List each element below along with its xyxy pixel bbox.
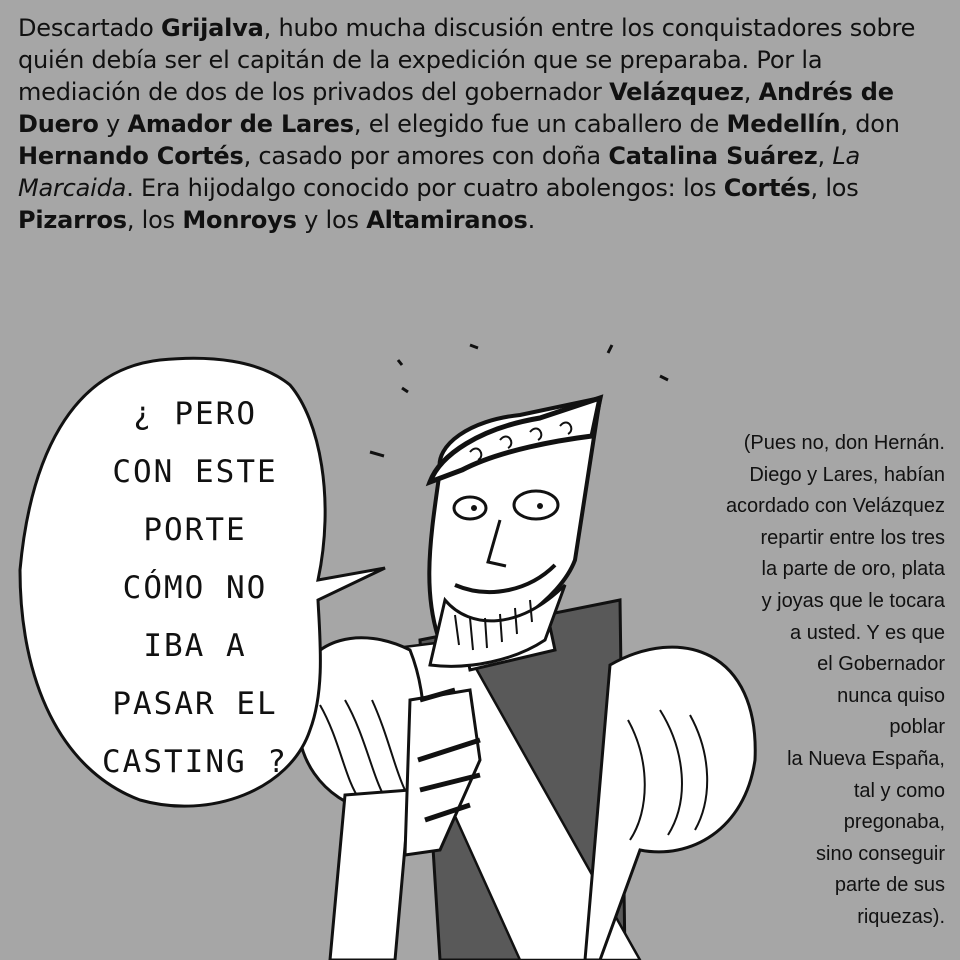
narration-segment: , los	[126, 206, 183, 234]
left-arm	[330, 790, 410, 960]
narration-segment: ,	[743, 78, 759, 106]
aside-line: nunca quiso	[837, 684, 945, 707]
aside-line: a usted. Y es que	[790, 621, 945, 644]
speech-line: CASTING ?	[102, 744, 288, 780]
aside-line: la Nueva España,	[787, 747, 945, 770]
aside-line: riquezas).	[857, 905, 945, 928]
name-medellin: Medellín	[726, 110, 841, 138]
aside-line: poblar	[889, 716, 945, 739]
narration-segment: , hubo mucha discusión entre los conquistadores sobre quién debía ser el capitán de la expedición que se preparaba. Por la mediación de dos de los privados del gobernador	[18, 14, 916, 106]
aside-line: sino conseguir	[816, 842, 945, 865]
name-grijalva: Grijalva	[160, 14, 264, 42]
name-amador-de-lares: Amador de Lares	[127, 110, 354, 138]
narration-segment: ,	[817, 142, 833, 170]
speech-line: ¿ PERO	[133, 396, 257, 432]
speech-line: PORTE	[143, 512, 247, 548]
aside-line: la parte de oro, plata	[761, 558, 945, 581]
aside-line: el Gobernador	[817, 653, 945, 676]
narration-segment: .	[527, 206, 536, 234]
name-pizarros: Pizarros	[18, 206, 127, 234]
name-cortes: Cortés	[723, 174, 811, 202]
right-eye	[514, 491, 558, 519]
speech-line: PASAR EL	[112, 686, 278, 722]
narration-segment: . Era hijodalgo conocido por cuatro abolengos: los	[126, 174, 724, 202]
name-catalina-suarez: Catalina Suárez	[608, 142, 818, 170]
narration-segment: Descartado	[18, 14, 161, 42]
narration-segment: , el elegido fue un caballero de	[353, 110, 727, 138]
speech-text	[70, 385, 320, 791]
aside-line: Diego y Lares, habían	[749, 463, 945, 486]
speech-line: IBA A	[143, 628, 247, 664]
aside-text	[600, 428, 945, 934]
narration-segment: y los	[296, 206, 367, 234]
aside-line: pregonaba,	[843, 811, 945, 834]
narration-segment: y	[98, 110, 128, 138]
name-monroys: Monroys	[182, 206, 297, 234]
aside-line: acordado con Velázquez	[725, 495, 945, 518]
narration-segment: , don	[840, 110, 900, 138]
nickname-la-marcaida: La Marcaida	[18, 142, 861, 202]
left-eye	[454, 497, 486, 519]
narration-segment: , los	[810, 174, 859, 202]
name-andres-de-duero: Andrés de Duero	[18, 78, 894, 138]
aside-line: tal y como	[853, 779, 945, 802]
left-pupil	[471, 505, 477, 511]
name-hernando-cortes: Hernando Cortés	[18, 142, 244, 170]
speech-line: CON ESTE	[112, 454, 278, 490]
aside-line: y joyas que le tocara	[761, 589, 945, 612]
aside-line: repartir entre los tres	[760, 526, 945, 549]
right-pupil	[537, 503, 543, 509]
name-velazquez: Velázquez	[609, 78, 744, 106]
speech-line: CÓMO NO	[122, 570, 268, 606]
aside-line: parte de sus	[834, 874, 945, 897]
aside-line: (Pues no, don Hernán.	[743, 432, 945, 454]
name-altamiranos: Altamiranos	[366, 206, 528, 234]
narration-segment: , casado por amores con doña	[243, 142, 609, 170]
